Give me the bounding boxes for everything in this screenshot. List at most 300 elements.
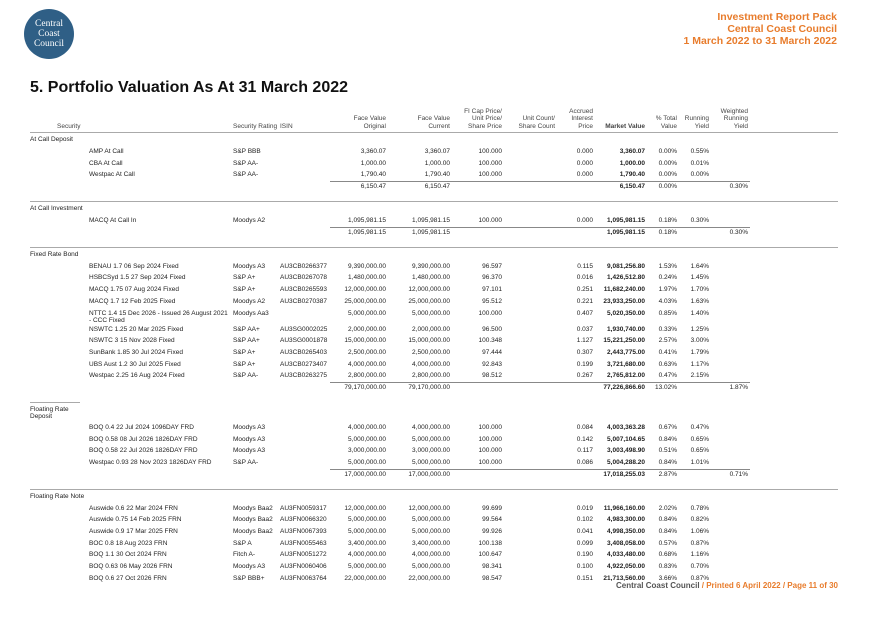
subtotal-fv-original: 1,095,981.15 — [348, 228, 386, 236]
header-market-value: Market Value — [605, 122, 645, 130]
cell-rating: S&P AA+ — [233, 337, 260, 345]
cell-price: 97.444 — [482, 348, 502, 356]
cell-mv: 2,765,812.00 — [607, 372, 645, 380]
cell-fv-curr: 3,000,000.00 — [412, 447, 450, 455]
cell-fv-curr: 5,000,000.00 — [412, 528, 450, 536]
cell-price: 100.000 — [478, 171, 502, 179]
table-row — [30, 549, 838, 561]
cell-mv: 9,081,256.80 — [607, 262, 645, 270]
cell-isin: AU3CB0266377 — [280, 262, 327, 270]
cell-price: 99.564 — [482, 516, 502, 524]
subtotal-row — [30, 382, 838, 393]
cell-fv-orig: 12,000,000.00 — [344, 504, 386, 512]
cell-ry: 0.65% — [690, 447, 709, 455]
cell-mv: 1,930,740.00 — [607, 325, 645, 333]
page-footer — [616, 581, 838, 590]
cell-fv-orig: 2,500,000.00 — [348, 348, 386, 356]
cell-price: 98.341 — [482, 563, 502, 571]
cell-ry: 1.70% — [690, 286, 709, 294]
cell-price: 100.647 — [478, 551, 502, 559]
cell-fv-curr: 4,000,000.00 — [412, 423, 450, 431]
cell-accrued: 0.407 — [576, 309, 593, 317]
cell-security: UBS Aust 1.2 30 Jul 2025 Fixed — [89, 360, 181, 368]
cell-price: 99.699 — [482, 504, 502, 512]
cell-accrued: 0.151 — [576, 574, 593, 582]
cell-rating: S&P AA+ — [233, 325, 260, 333]
cell-isin: AU3FN0051272 — [280, 551, 327, 559]
cell-pct: 0.63% — [658, 360, 677, 368]
cell-mv: 5,004,288.20 — [607, 459, 645, 466]
table-row — [30, 146, 838, 158]
cell-accrued: 0.086 — [576, 459, 593, 466]
footer-printed: Printed 6 April 2022 — [706, 581, 781, 590]
cell-pct: 0.33% — [658, 325, 677, 333]
cell-accrued: 1.127 — [576, 337, 593, 345]
cell-ry: 1.63% — [690, 297, 709, 305]
cell-isin: AU3SG0001878 — [280, 337, 328, 345]
cell-pct: 0.83% — [658, 563, 677, 571]
cell-fv-curr: 15,000,000.00 — [408, 337, 450, 345]
cell-accrued: 0.019 — [576, 504, 593, 512]
cell-fv-orig: 1,790.40 — [360, 171, 386, 179]
cell-pct: 0.41% — [658, 348, 677, 356]
cell-fv-curr: 25,000,000.00 — [408, 297, 450, 305]
table-row — [30, 215, 838, 227]
cell-isin: AU3CB0265403 — [280, 348, 327, 356]
cell-pct: 0.00% — [658, 148, 677, 155]
cell-ry: 0.87% — [690, 574, 709, 582]
cell-isin: AU3SG0002025 — [280, 325, 328, 333]
cell-fv-curr: 5,000,000.00 — [412, 563, 450, 571]
cell-pct: 0.84% — [658, 459, 677, 466]
cell-rating: Fitch A- — [233, 551, 256, 559]
group-spacer — [30, 480, 838, 489]
cell-price: 95.512 — [482, 297, 502, 305]
cell-ry: 0.87% — [690, 539, 709, 547]
cell-mv: 11,966,160.00 — [603, 504, 645, 512]
cell-price: 100.000 — [478, 447, 502, 455]
subtotal-row — [30, 469, 838, 480]
cell-fv-curr: 5,000,000.00 — [412, 309, 450, 317]
cell-fv-curr: 1,095,981.15 — [412, 217, 450, 225]
table-row — [30, 261, 838, 273]
table-row — [30, 457, 838, 469]
cell-fv-orig: 4,000,000.00 — [348, 360, 386, 368]
cell-fv-curr: 5,000,000.00 — [412, 435, 450, 443]
cell-ry: 1.06% — [690, 528, 709, 536]
cell-rating: Moodys Aa3 — [233, 309, 269, 317]
cell-price: 100.000 — [478, 217, 502, 225]
table-row — [30, 284, 838, 296]
cell-price: 99.926 — [482, 528, 502, 536]
cell-rating: S&P AA- — [233, 171, 259, 179]
cell-mv: 3,408,058.00 — [607, 539, 645, 547]
cell-price: 100.000 — [478, 148, 502, 155]
cell-ry: 1.25% — [690, 325, 709, 333]
cell-mv: 1,426,512.80 — [607, 274, 645, 282]
cell-accrued: 0.115 — [577, 262, 593, 270]
header-weighted-yield: Weighted Running Yield — [720, 107, 748, 130]
cell-security: Auswide 0.6 22 Mar 2024 FRN — [89, 504, 178, 512]
cell-fv-orig: 3,400,000.00 — [348, 539, 386, 547]
table-row — [30, 308, 838, 324]
subtotal-market-value: 6,150.47 — [619, 183, 645, 191]
cell-mv: 4,983,300.00 — [607, 516, 645, 524]
cell-fv-curr: 4,000,000.00 — [412, 360, 450, 368]
subtotal-pct-total: 2.87% — [658, 470, 677, 478]
cell-ry: 0.70% — [690, 563, 709, 571]
cell-fv-curr: 22,000,000.00 — [408, 574, 450, 582]
cell-rating: Moodys A3 — [233, 262, 266, 270]
cell-rating: S&P A+ — [233, 360, 256, 368]
cell-accrued: 0.016 — [576, 274, 593, 282]
cell-mv: 5,007,104.65 — [607, 435, 645, 443]
cell-ry: 1.79% — [690, 348, 709, 356]
cell-fv-orig: 2,800,000.00 — [348, 372, 386, 380]
table-row — [30, 561, 838, 573]
cell-mv: 23,933,250.00 — [603, 297, 645, 305]
cell-pct: 0.00% — [658, 159, 677, 167]
cell-fv-orig: 5,000,000.00 — [348, 528, 386, 536]
cell-isin: AU3FN0066320 — [280, 516, 327, 524]
cell-ry: 1.45% — [690, 274, 709, 282]
cell-rating: Moodys A3 — [233, 435, 266, 443]
table-row — [30, 359, 838, 371]
cell-mv: 1,000.00 — [619, 159, 645, 167]
cell-rating: S&P AA- — [233, 459, 259, 466]
table-row — [30, 503, 838, 515]
cell-fv-orig: 5,000,000.00 — [348, 459, 386, 466]
cell-rating: Moodys A2 — [233, 297, 266, 305]
cell-pct: 4.03% — [658, 297, 677, 305]
cell-fv-orig: 5,000,000.00 — [348, 563, 386, 571]
cell-price: 96.500 — [482, 325, 502, 333]
cell-price: 96.370 — [482, 274, 502, 282]
cell-pct: 0.84% — [658, 516, 677, 524]
cell-rating: Moodys A3 — [233, 423, 266, 431]
cell-security: BOQ 0.58 08 Jul 2026 1826DAY FRD — [89, 435, 198, 443]
subtotal-pct-total: 0.00% — [658, 183, 677, 191]
table-row — [30, 526, 838, 538]
cell-security: BOQ 1.1 30 Oct 2024 FRN — [89, 551, 167, 559]
cell-security: Westpac 2.25 16 Aug 2024 Fixed — [89, 372, 185, 380]
cell-rating: Moodys A3 — [233, 447, 266, 455]
cell-fv-curr: 12,000,000.00 — [408, 286, 450, 294]
cell-security: Westpac At Call — [89, 171, 135, 179]
cell-security: AMP At Call — [89, 148, 124, 155]
cell-mv: 4,003,363.28 — [607, 423, 645, 431]
subtotal-fv-original: 17,000,000.00 — [344, 470, 386, 478]
cell-fv-orig: 12,000,000.00 — [344, 286, 386, 294]
table-row — [30, 347, 838, 359]
report-organisation: Central Coast Council — [727, 23, 837, 35]
header-pct-total: % Total Value — [655, 115, 677, 130]
cell-price: 96.597 — [482, 262, 502, 270]
page-title: 5. Portfolio Valuation As At 31 March 2022 — [30, 79, 349, 96]
cell-fv-orig: 5,000,000.00 — [348, 309, 386, 317]
cell-accrued: 0.267 — [576, 372, 593, 380]
header-face-value-current: Face Value Current — [417, 115, 450, 130]
group-spacer — [30, 393, 838, 402]
cell-fv-curr: 1,000.00 — [424, 159, 450, 167]
cell-ry: 2.15% — [690, 372, 709, 380]
group-heading: At Call Deposit — [30, 132, 838, 146]
cell-fv-curr: 2,000,000.00 — [412, 325, 450, 333]
group-spacer — [30, 192, 838, 201]
table-body — [30, 132, 838, 585]
group-heading: Floating Rate Note — [30, 489, 838, 503]
cell-security: BOQ 0.63 06 May 2026 FRN — [89, 563, 173, 571]
subtotal-market-value: 17,018,255.03 — [603, 470, 645, 478]
cell-rating: S&P AA- — [233, 372, 259, 380]
subtotal-weighted-yield: 0.71% — [729, 470, 748, 478]
subtotal-weighted-yield: 0.30% — [729, 183, 748, 191]
cell-accrued: 0.190 — [576, 551, 593, 559]
cell-mv: 4,998,350.00 — [607, 528, 645, 536]
cell-fv-curr: 2,500,000.00 — [412, 348, 450, 356]
council-logo — [24, 9, 74, 59]
subtotal-row — [30, 227, 838, 238]
cell-fv-orig: 25,000,000.00 — [344, 297, 386, 305]
subtotal-fv-current: 1,095,981.15 — [412, 228, 450, 236]
cell-pct: 1.97% — [658, 286, 677, 294]
table-row — [30, 324, 838, 336]
cell-accrued: 0.117 — [577, 447, 593, 455]
cell-accrued: 0.000 — [576, 217, 593, 225]
cell-ry: 0.82% — [690, 516, 709, 524]
cell-ry: 0.01% — [690, 159, 709, 167]
cell-isin: AU3FN0060406 — [280, 563, 327, 571]
cell-fv-curr: 1,480,000.00 — [412, 274, 450, 282]
cell-price: 98.547 — [482, 574, 502, 582]
cell-accrued: 0.037 — [576, 325, 593, 333]
cell-mv: 5,020,350.00 — [607, 309, 645, 317]
cell-accrued: 0.251 — [576, 286, 593, 294]
cell-ry: 1.40% — [690, 309, 709, 317]
cell-security: Auswide 0.9 17 Mar 2025 FRN — [89, 528, 178, 536]
cell-fv-curr: 3,400,000.00 — [412, 539, 450, 547]
cell-pct: 0.00% — [658, 171, 677, 179]
cell-isin: AU3CB0265593 — [280, 286, 327, 294]
logo-line-2: Coast — [38, 29, 60, 39]
cell-fv-curr: 4,000,000.00 — [412, 551, 450, 559]
group-heading: Floating Rate Deposit — [30, 402, 80, 422]
cell-fv-orig: 5,000,000.00 — [348, 516, 386, 524]
table-row — [30, 158, 838, 170]
cell-rating: Moodys Baa2 — [233, 516, 273, 524]
cell-fv-orig: 2,000,000.00 — [348, 325, 386, 333]
table-row — [30, 169, 838, 181]
cell-price: 92.843 — [482, 360, 502, 368]
cell-mv: 3,003,498.90 — [607, 447, 645, 455]
cell-security: MACQ 1.7 12 Feb 2025 Fixed — [89, 297, 176, 305]
cell-accrued: 0.100 — [576, 563, 593, 571]
cell-fv-orig: 1,000.00 — [360, 159, 386, 167]
cell-rating: Moodys Baa2 — [233, 504, 273, 512]
cell-security: SunBank 1.85 30 Jul 2024 Fixed — [89, 348, 183, 356]
cell-security: NSWTC 1.25 20 Mar 2025 Fixed — [89, 325, 184, 333]
cell-fv-curr: 1,790.40 — [424, 171, 450, 179]
cell-ry: 1.64% — [690, 262, 709, 270]
cell-price: 100.000 — [478, 459, 502, 466]
cell-accrued: 0.142 — [576, 435, 593, 443]
cell-isin: AU3FN0063764 — [280, 574, 327, 582]
cell-accrued: 0.221 — [576, 297, 593, 305]
cell-accrued: 0.041 — [576, 528, 593, 536]
cell-fv-curr: 5,000,000.00 — [412, 459, 450, 466]
cell-accrued: 0.099 — [576, 539, 593, 547]
subtotal-fv-current: 6,150.47 — [424, 183, 450, 191]
cell-mv: 4,922,050.00 — [607, 563, 645, 571]
cell-isin: AU3FN0067393 — [280, 528, 327, 536]
header-isin: ISIN — [280, 122, 293, 130]
cell-mv: 1,790.40 — [619, 171, 645, 179]
table-row — [30, 538, 838, 550]
cell-accrued: 0.084 — [576, 423, 593, 431]
cell-isin: AU3CB0270387 — [280, 297, 327, 305]
cell-mv: 21,713,560.00 — [603, 574, 645, 582]
logo-line-1: Central — [35, 19, 63, 29]
header-accrued: Accrued Interest Price — [569, 107, 593, 130]
cell-isin: AU3CB0263275 — [280, 372, 327, 380]
subtotal-fv-original: 6,150.47 — [360, 183, 386, 191]
subtotal-rule — [330, 181, 750, 182]
cell-rating: S&P A+ — [233, 348, 256, 356]
table-row — [30, 335, 838, 347]
cell-security: Auswide 0.75 14 Feb 2025 FRN — [89, 516, 182, 524]
cell-accrued: 0.000 — [576, 171, 593, 179]
cell-ry: 0.78% — [690, 504, 709, 512]
cell-accrued: 0.307 — [576, 348, 593, 356]
subtotal-market-value: 77,226,866.60 — [603, 383, 645, 391]
cell-rating: S&P A+ — [233, 286, 256, 294]
cell-fv-orig: 4,000,000.00 — [348, 423, 386, 431]
footer-page: Page 11 of 30 — [787, 581, 838, 590]
cell-ry: 1.17% — [690, 360, 709, 368]
cell-fv-orig: 9,390,000.00 — [348, 262, 386, 270]
cell-pct: 0.24% — [658, 274, 677, 282]
cell-price: 100.000 — [478, 309, 502, 317]
cell-ry: 1.16% — [690, 551, 709, 559]
report-period: 1 March 2022 to 31 March 2022 — [683, 35, 837, 47]
table-header — [30, 108, 838, 132]
subtotal-pct-total: 13.02% — [654, 383, 677, 391]
cell-pct: 0.67% — [658, 423, 677, 431]
subtotal-fv-current: 17,000,000.00 — [408, 470, 450, 478]
cell-ry: 0.55% — [690, 148, 709, 155]
cell-security: MACQ At Call In — [89, 217, 137, 225]
subtotal-fv-current: 79,170,000.00 — [408, 383, 450, 391]
cell-isin: AU3CB0273407 — [280, 360, 327, 368]
table-row — [30, 370, 838, 382]
cell-security: BENAU 1.7 06 Sep 2024 Fixed — [89, 262, 179, 270]
cell-rating: S&P AA- — [233, 159, 259, 167]
cell-security: NTTC 1.4 15 Dec 2026 - Issued 26 August 2021 - CCC Fixed — [89, 309, 228, 324]
footer-sep-1: / — [699, 581, 707, 590]
cell-fv-orig: 15,000,000.00 — [344, 337, 386, 345]
cell-fv-curr: 9,390,000.00 — [412, 262, 450, 270]
cell-pct: 0.84% — [658, 435, 677, 443]
portfolio-table — [30, 108, 838, 585]
report-title: Investment Report Pack — [717, 11, 837, 23]
footer-sep-2: / — [780, 581, 788, 590]
cell-pct: 2.57% — [658, 337, 677, 345]
group-heading: Fixed Rate Bond — [30, 247, 838, 261]
cell-fv-orig: 4,000,000.00 — [348, 551, 386, 559]
table-row — [30, 422, 838, 434]
subtotal-rule — [330, 227, 750, 228]
cell-accrued: 0.102 — [576, 516, 593, 524]
cell-price: 100.000 — [478, 435, 502, 443]
cell-accrued: 0.000 — [576, 159, 593, 167]
header-running-yield: Running Yield — [684, 115, 709, 130]
cell-pct: 0.85% — [658, 309, 677, 317]
cell-rating: S&P BBB — [233, 148, 261, 155]
cell-fv-orig: 1,480,000.00 — [348, 274, 386, 282]
table-row — [30, 514, 838, 526]
cell-pct: 0.51% — [658, 447, 677, 455]
cell-mv: 1,095,981.15 — [607, 217, 645, 225]
subtotal-market-value: 1,095,981.15 — [607, 228, 645, 236]
table-row — [30, 272, 838, 284]
cell-security: Westpac 0.93 28 Nov 2023 1826DAY FRD — [89, 459, 212, 466]
header-unit-count: Unit Count/ Share Count — [518, 115, 555, 130]
group-heading: At Call Investment — [30, 201, 838, 215]
cell-fv-curr: 12,000,000.00 — [408, 504, 450, 512]
header-price: FI Cap Price/ Unit Price/ Share Price — [464, 107, 502, 130]
report-header — [683, 11, 837, 47]
cell-mv: 4,033,480.00 — [607, 551, 645, 559]
header-face-value-original: Face Value Original — [353, 115, 386, 130]
cell-fv-orig: 5,000,000.00 — [348, 435, 386, 443]
cell-pct: 0.68% — [658, 551, 677, 559]
cell-rating: S&P A+ — [233, 274, 256, 282]
cell-security: HSBCSyd 1.5 27 Sep 2024 Fixed — [89, 274, 186, 282]
cell-fv-orig: 22,000,000.00 — [344, 574, 386, 582]
cell-pct: 2.02% — [658, 504, 677, 512]
cell-fv-curr: 3,360.07 — [424, 148, 450, 155]
cell-fv-orig: 1,095,981.15 — [348, 217, 386, 225]
cell-pct: 0.47% — [658, 372, 677, 380]
cell-isin: AU3FN0059317 — [280, 504, 327, 512]
subtotal-weighted-yield: 0.30% — [729, 228, 748, 236]
logo-line-3: Council — [33, 39, 65, 49]
cell-security: NSWTC 3 15 Nov 2028 Fixed — [89, 337, 175, 345]
cell-rating: Moodys A3 — [233, 563, 266, 571]
cell-ry: 0.30% — [690, 217, 709, 225]
cell-security: MACQ 1.75 07 Aug 2024 Fixed — [89, 286, 179, 294]
cell-isin: AU3CB0267078 — [280, 274, 327, 282]
cell-security: CBA At Call — [89, 159, 123, 167]
cell-price: 100.138 — [478, 539, 502, 547]
group-spacer — [30, 238, 838, 247]
cell-mv: 3,721,680.00 — [607, 360, 645, 368]
cell-security: BOQ 0.6 27 Oct 2026 FRN — [89, 574, 167, 582]
header-security: Security — [57, 122, 81, 130]
cell-pct: 0.84% — [658, 528, 677, 536]
cell-security: BOQ 0.4 22 Jul 2024 1096DAY FRD — [89, 423, 194, 431]
cell-pct: 1.53% — [658, 262, 677, 270]
cell-mv: 15,221,250.00 — [603, 337, 645, 345]
cell-price: 97.101 — [482, 286, 502, 294]
cell-mv: 2,443,775.00 — [607, 348, 645, 356]
subtotal-row — [30, 181, 838, 192]
subtotal-weighted-yield: 1.87% — [729, 383, 748, 391]
cell-price: 98.512 — [482, 372, 502, 380]
cell-price: 100.000 — [478, 423, 502, 431]
cell-security: BOC 0.8 18 Aug 2023 FRN — [89, 539, 168, 547]
table-row — [30, 445, 838, 457]
